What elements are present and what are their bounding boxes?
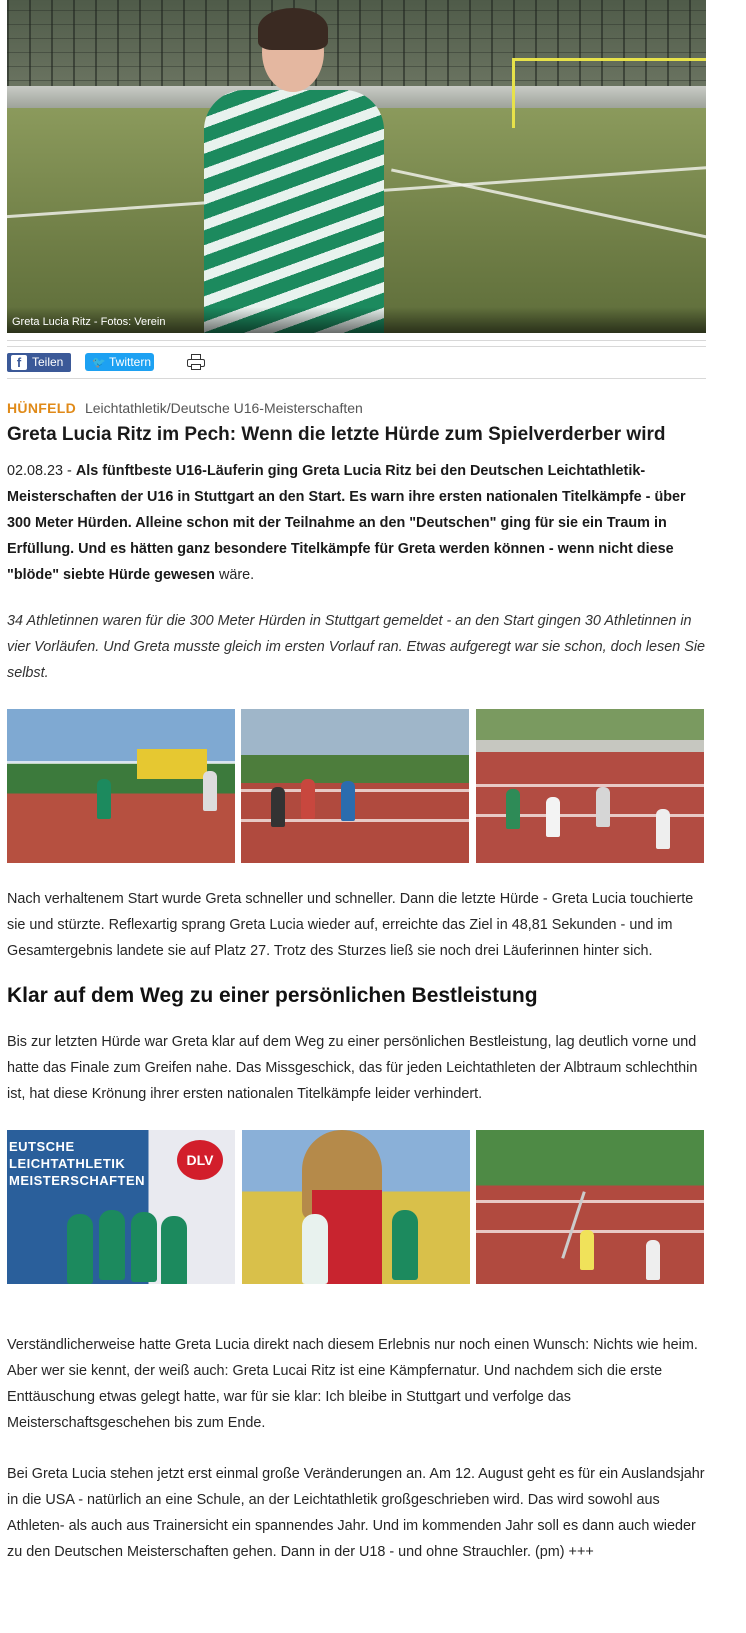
divider <box>7 378 706 379</box>
gallery-image-pole-vault[interactable] <box>476 1130 704 1284</box>
intro-paragraph: 34 Athletinnen waren für die 300 Meter Hürden in Stuttgart gemeldet - an den Start gingen 30 Athletinnen in vier Vorläufen. Und Greta musste gleich im ersten Vorlauf ran. Etwas aufgeregt war sie schon, doch lesen Sie selbst. <box>7 613 706 681</box>
facebook-icon: f <box>11 355 27 370</box>
gallery-image-team-photo[interactable] <box>7 1130 235 1284</box>
printer-icon[interactable] <box>186 353 206 371</box>
goal-frame <box>512 58 706 128</box>
share-bar <box>7 352 206 372</box>
image-caption: Greta Lucia Ritz - Fotos: Verein <box>7 307 706 333</box>
twitter-share-button[interactable]: 🐦 Twittern <box>85 353 154 371</box>
article-subheading: Klar auf dem Weg zu einer persönlichen Bestleistung <box>7 984 538 1007</box>
article-paragraph-1: Nach verhaltenem Start wurde Greta schneller und schneller. Dann die letzte Hürde - Greta Lucia touchierte sie und stürzte. Reflexartig sprang Greta Lucia wieder auf, erreichte das Ziel in 48,81 Sekunden - und im Gesamtergebnis landete sie auf Platz 27. Trotz des Sturzes ließ sie noch drei Läuferinnen hinter sich. <box>7 891 694 959</box>
gallery-image-hurdles-1[interactable] <box>7 709 235 863</box>
twitter-bird-icon: 🐦 <box>92 356 106 369</box>
athlete-figure <box>182 8 412 333</box>
category-label[interactable]: Leichtathletik/Deutsche U16-Meisterschaften <box>84 400 363 416</box>
facebook-share-button[interactable]: f Teilen <box>7 353 71 372</box>
divider <box>7 346 706 347</box>
banner-text: EUTSCHE LEICHTATHLETIK MEISTERSCHAFTEN <box>9 1139 146 1188</box>
article-paragraph-3: Verständlicherweise hatte Greta Lucia direkt nach diesem Erlebnis nur noch einen Wunsch: Nichts wie heim. Aber wer sie kennt, der weiß auch: Greta Lucai Ritz ist eine Kämpfernatur. Und nachdem sich die erste Enttäuschung etwas gelegt hatte, war für sie klar: Ich bleibe in Stuttgart und verfolge das Meisterschaftsgeschehen bis zum Ende. <box>7 1337 698 1431</box>
article-headline: Greta Lucia Ritz im Pech: Wenn die letzte Hürde zum Spielverderber wird <box>7 424 666 445</box>
hero-image[interactable] <box>7 0 706 333</box>
location-label[interactable]: HÜNFELD <box>7 400 76 416</box>
article-paragraph-2: Bis zur letzten Hürde war Greta klar auf dem Weg zu einer persönlichen Bestleistung, lag deutlich vorne und hatte das Finale zum Greifen nahe. Das Missgeschick, das für jeden Leichtathleten der Albtraum schlechthin ist, hat diese Krönung ihrer ersten nationalen Titelkämpfe leider verhindert. <box>7 1034 698 1102</box>
article-lead: 02.08.23 - Als fünftbeste U16-Läuferin ging Greta Lucia Ritz bei den Deutschen Leichtathletik-Meisterschaften der U16 in Stuttgart an den Start. Es warn ihre ersten nationalen Titelkämpfe - über 300 Meter Hürden. Alleine schon mit der Teilnahme an den "Deutschen" ging für sie ein Traum in Erfüllung. Und es hätten ganz besondere Titelkämpfe für Greta werden können - wenn nicht diese "blöde" siebte Hürde gewesen wäre. <box>7 463 686 583</box>
article-date: 02.08.23 - <box>7 463 76 479</box>
gallery-image-mascot[interactable] <box>242 1130 470 1284</box>
dlv-logo: DLV <box>177 1140 223 1180</box>
article-paragraph-4: Bei Greta Lucia stehen jetzt erst einmal große Veränderungen an. Am 12. August geht es für ein Auslandsjahr in die USA - natürlich an eine Schule, an der Leichtathletik großgeschrieben wird. Das wird sowohl aus Athleten- als auch aus Trainersicht ein spannendes Jahr. Und im kommenden Jahr soll es dann auch wieder zu den Deutschen Meisterschaften gehen. Dann in der U18 - und ohne Strauchler. (pm) +++ <box>7 1466 705 1560</box>
divider <box>7 340 706 341</box>
gallery-image-hurdles-2[interactable] <box>241 709 469 863</box>
article-kicker <box>7 400 363 416</box>
gallery-image-hurdles-3[interactable] <box>476 709 704 863</box>
lead-bold: Als fünftbeste U16-Läuferin ging Greta Lucia Ritz bei den Deutschen Leichtathletik-Meisterschaften der U16 in Stuttgart an den Start. Es warn ihre ersten nationalen Titelkämpfe - über 300 Meter Hürden. Alleine schon mit der Teilnahme an den "Deutschen" ging für sie ein Traum in Erfüllung. Und es hätten ganz besondere Titelkämpfe für Greta werden können - wenn nicht diese "blöde" siebte Hürde gewesen <box>7 463 686 583</box>
